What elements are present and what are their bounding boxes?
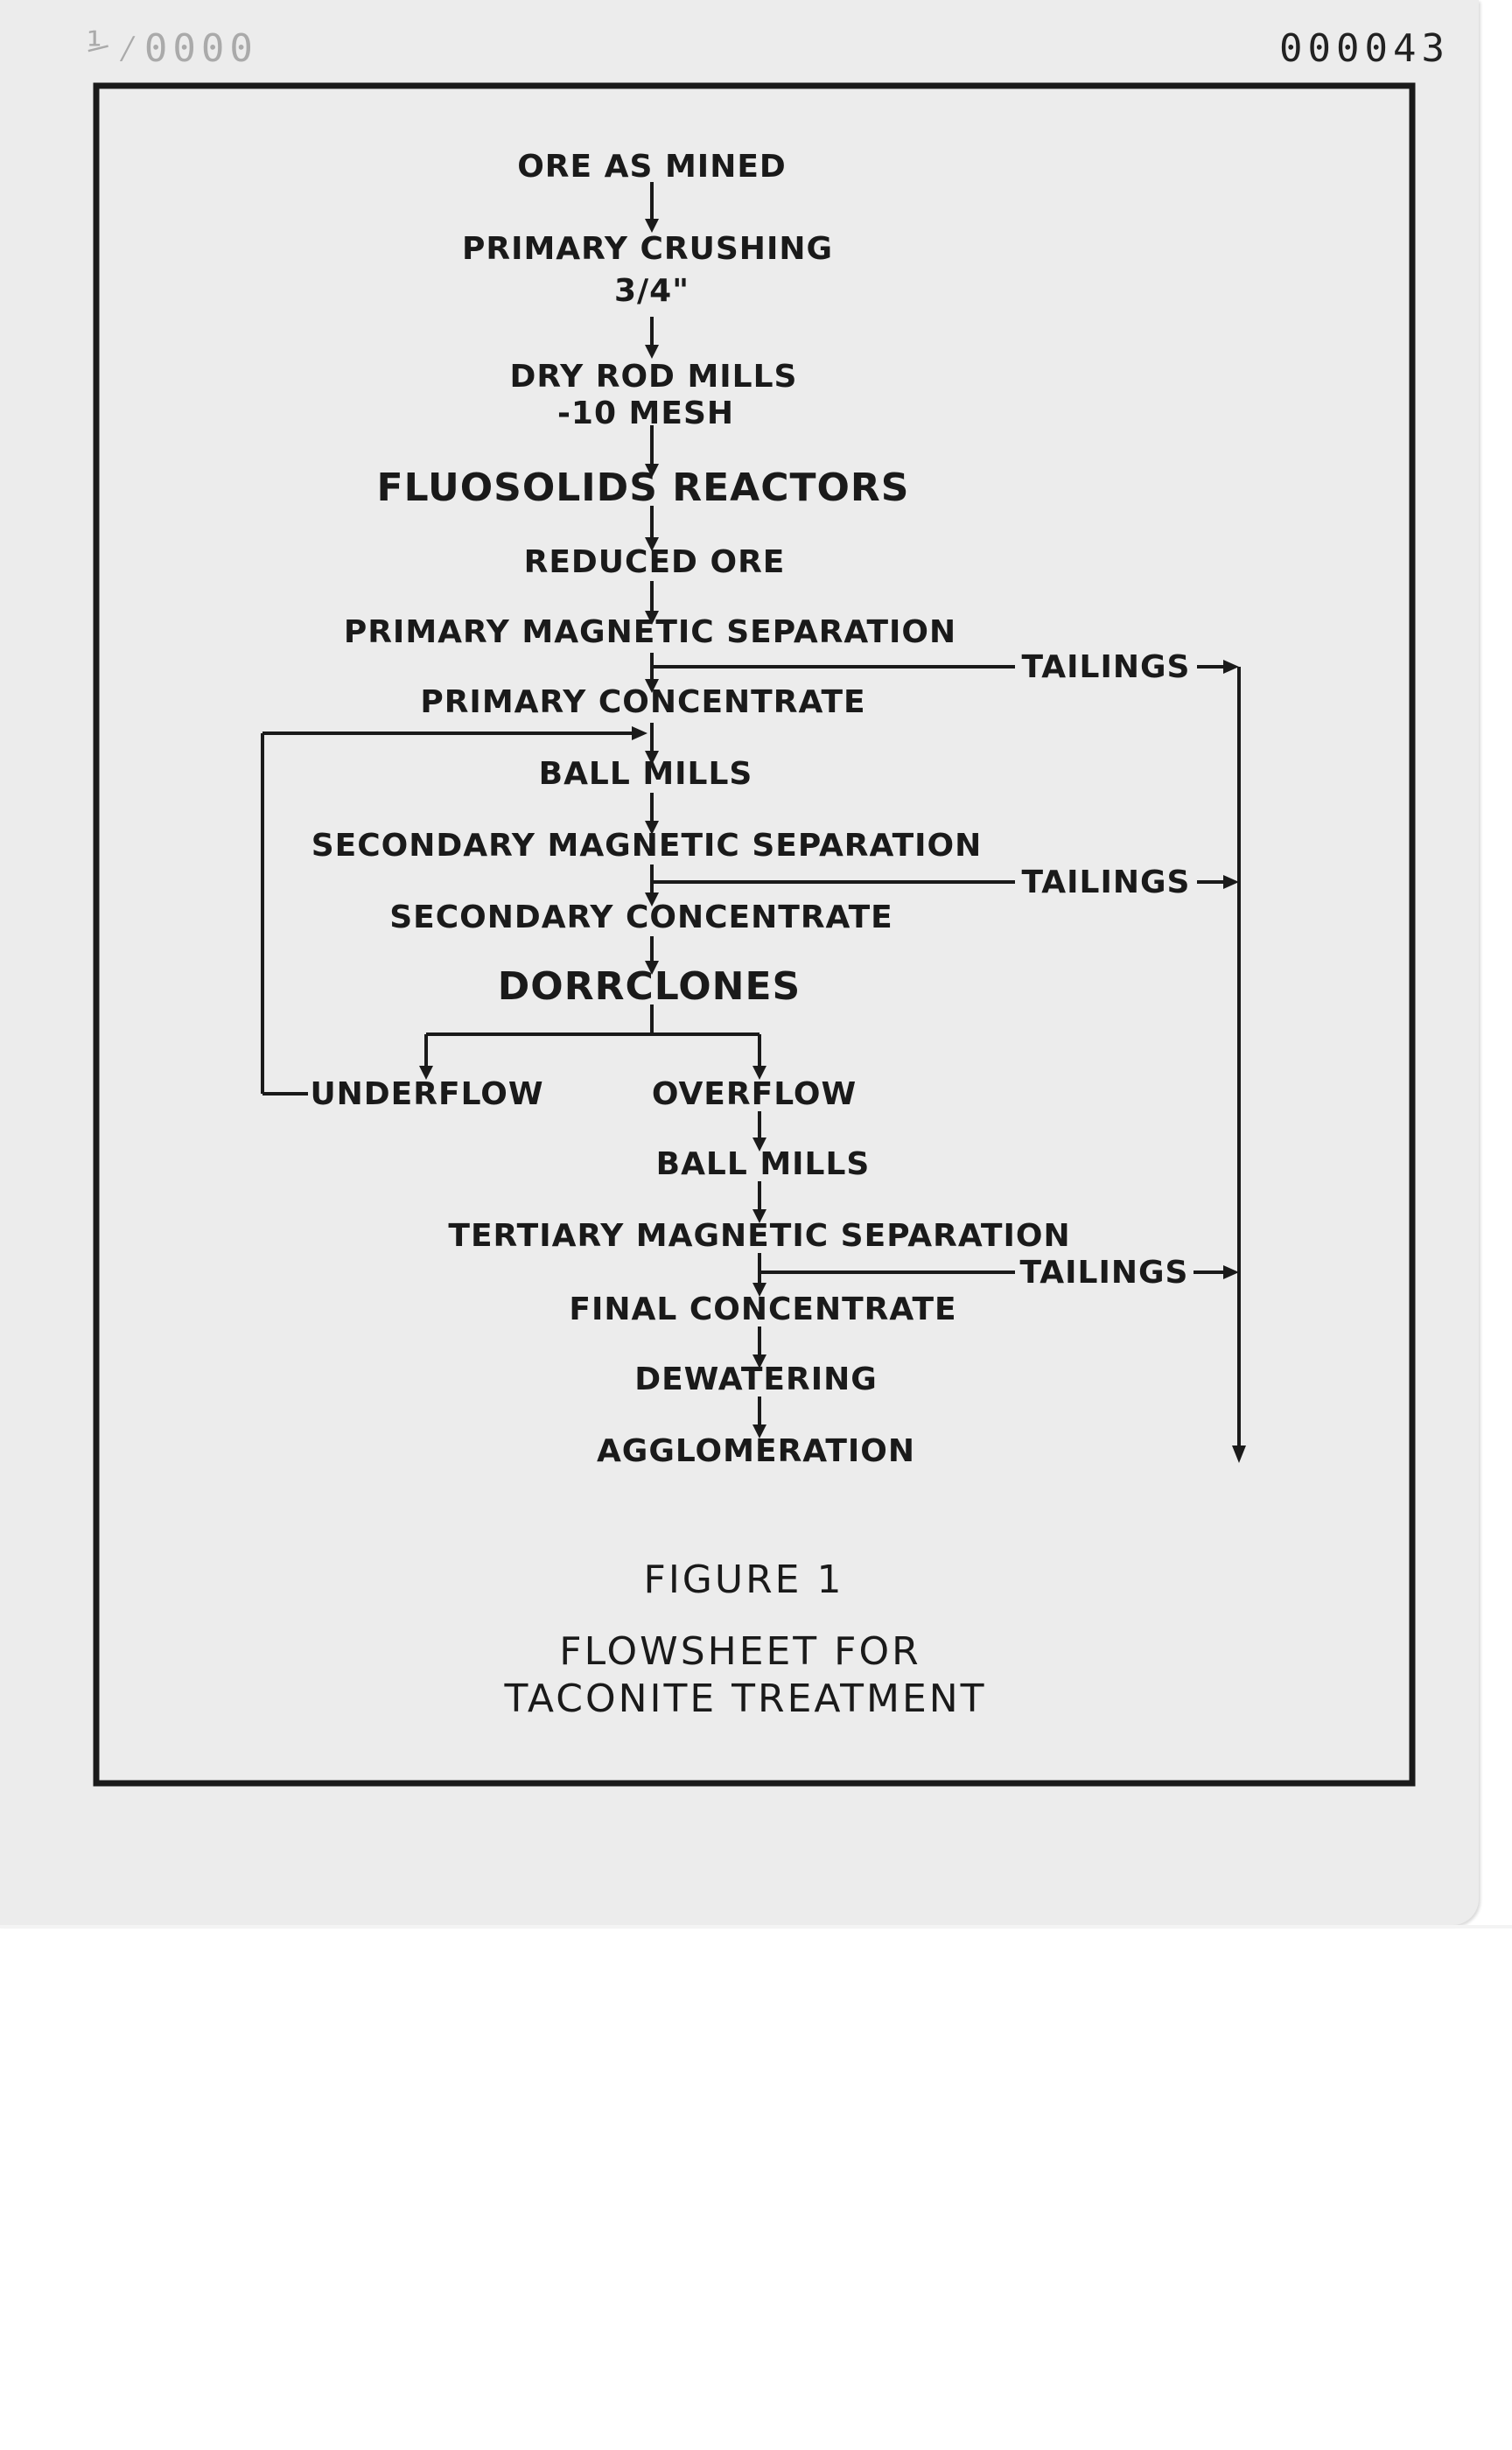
step-ball-mills-2: BALL MILLS [655,1146,871,1182]
step-secondary-magnetic-separation: SECONDARY MAGNETIC SEPARATION [311,828,983,864]
step-dorrclones: DORRCLONES [497,964,802,1009]
step-primary-magnetic-separation: PRIMARY MAGNETIC SEPARATION [343,614,957,650]
step-primary-concentrate: PRIMARY CONCENTRATE [420,684,866,720]
branch-underflow: UNDERFLOW [310,1076,544,1112]
branch-overflow: OVERFLOW [651,1076,858,1112]
page-number: 000043 [1279,26,1450,71]
step-ore-as-mined: ORE AS MINED [517,149,787,185]
step-tertiary-magnetic-separation: TERTIARY MAGNETIC SEPARATION [448,1218,1071,1254]
tailings-label-1: TAILINGS [1021,649,1191,685]
mesh-size: -10 MESH [556,396,735,431]
step-agglomeration: AGGLOMERATION [596,1433,916,1469]
figure-title-line-2: TACONITE TREATMENT [504,1676,987,1721]
step-dry-rod-mills: DRY ROD MILLS [509,359,798,395]
crush-size: 3/4" [613,273,690,309]
sheet-edge [0,1925,1512,1928]
figure-number: FIGURE 1 [643,1558,844,1602]
step-final-concentrate: FINAL CONCENTRATE [569,1292,957,1327]
step-reduced-ore: REDUCED ORE [523,544,786,580]
step-primary-crushing: PRIMARY CRUSHING [461,231,834,267]
step-dewatering: DEWATERING [634,1362,878,1397]
step-secondary-concentrate: SECONDARY CONCENTRATE [389,900,893,935]
tailings-label-3: TAILINGS [1019,1255,1189,1291]
step-ball-mills-1: BALL MILLS [538,756,753,792]
tailings-label-2: TAILINGS [1021,864,1191,900]
corner-mark-left: ⅟⁄0000 [88,26,258,71]
step-fluosolids-reactors: FLUOSOLIDS REACTORS [376,466,910,510]
figure-title-line-1: FLOWSHEET FOR [559,1629,921,1674]
